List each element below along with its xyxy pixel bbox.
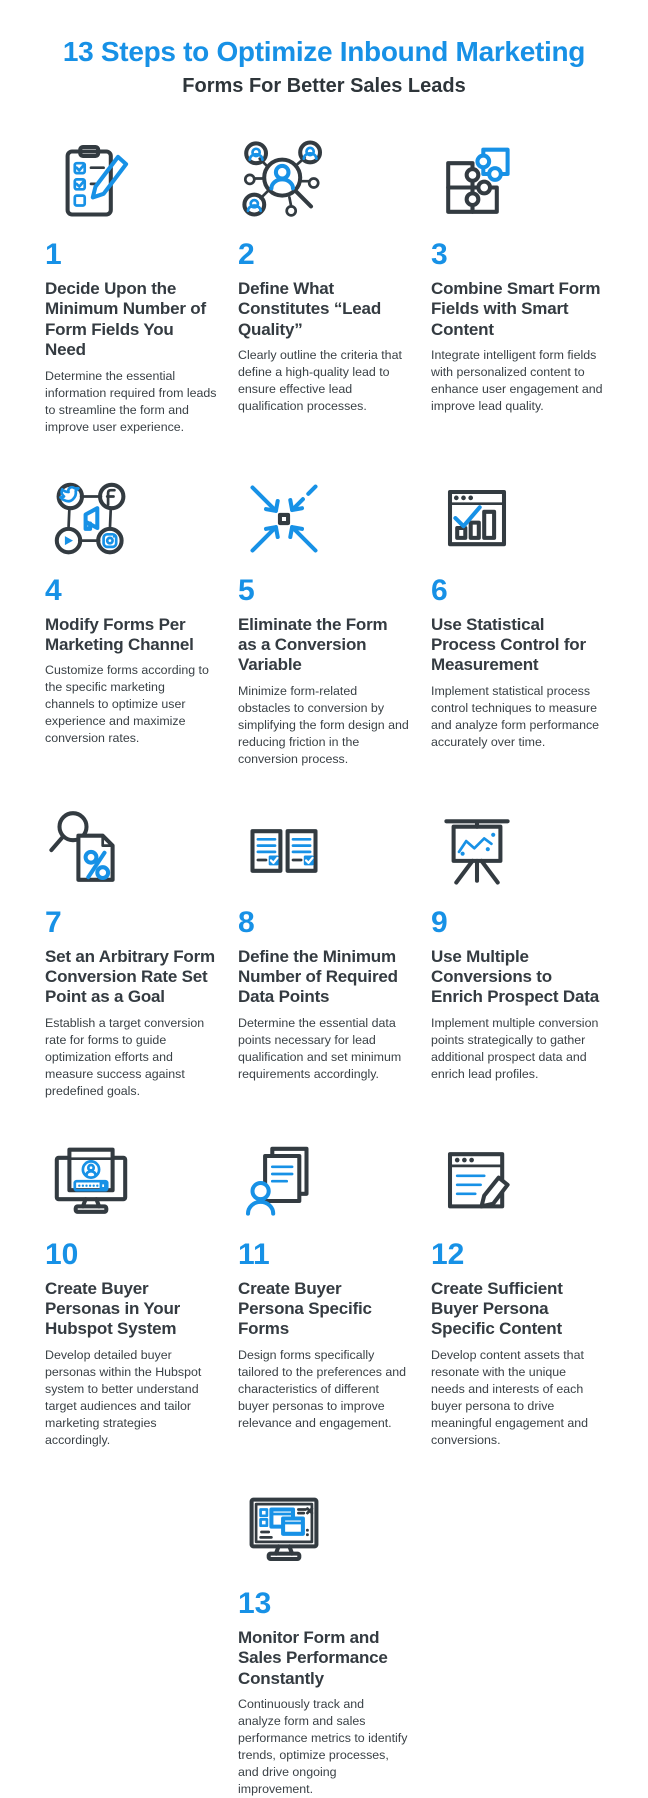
step-card-9 <box>431 806 603 1100</box>
step-title: Modify Forms Per Marketing Channel <box>45 614 194 654</box>
step-number: 8 <box>238 905 255 939</box>
step-number: 5 <box>238 573 255 607</box>
step-card-8 <box>238 806 410 1100</box>
lead-search-magnifier-icon <box>238 138 330 228</box>
monitor-dashboard-icon <box>238 1487 330 1577</box>
step-title: Monitor Form and Sales Performance Constantly <box>238 1627 388 1688</box>
step-description: Integrate intelligent form fields with personalized content to enhance user engagement and improve lead quality. <box>431 348 603 414</box>
step-number: 11 <box>238 1237 270 1271</box>
step-description: Clearly outline the criteria that define a high-quality lead to ensure effective lead qualification processes. <box>238 348 402 414</box>
step-card-6 <box>431 474 603 768</box>
step-number: 3 <box>431 238 448 271</box>
step-description: Implement multiple conversion points strategically to gather additional prospect data and enrich lead profiles. <box>431 1015 599 1081</box>
step-title: Use Statistical Process Control for Measurement <box>431 614 586 675</box>
step-card-11 <box>238 1138 410 1449</box>
step-number: 4 <box>45 573 62 607</box>
grid-spacer <box>45 1487 217 1798</box>
step-description: Design forms specifically tailored to the preferences and characteristics of different buyer personas to improve relevance and engagement. <box>238 1347 407 1430</box>
step-title: Decide Upon the Minimum Number of Form Fields You Need <box>45 279 206 360</box>
step-title: Create Sufficient Buyer Persona Specific Content <box>431 1278 563 1339</box>
step-title: Use Multiple Conversions to Enrich Prospect Data <box>431 946 599 1007</box>
step-description: Minimize form-related obstacles to conversion by simplifying the form design and reducing friction in the conversion process. <box>238 683 409 766</box>
step-description: Implement statistical process control techniques to measure and analyze form performance accurately over time. <box>431 683 600 749</box>
converging-arrows-icon <box>238 474 330 564</box>
step-number: 13 <box>238 1586 272 1620</box>
content-editing-pencil-icon <box>431 1138 523 1228</box>
page-subtitle: Forms For Better Sales Leads <box>182 75 466 97</box>
step-number: 1 <box>45 238 62 271</box>
step-card-5 <box>238 474 410 768</box>
step-card-7 <box>45 806 217 1100</box>
step-number: 10 <box>45 1237 79 1271</box>
step-description: Customize forms according to the specific marketing channels to optimize user experience and maximize conversion rates. <box>45 663 209 746</box>
step-card-13 <box>238 1487 410 1798</box>
step-title: Define What Constitutes “Lead Quality” <box>238 279 382 339</box>
step-description: Determine the essential information required from leads to streamline the form and improve user experience. <box>45 368 217 434</box>
step-description: Develop content assets that resonate with the unique needs and interests of each buyer persona to drive meaningful engagement and conversions. <box>431 1347 589 1447</box>
clipboard-checklist-pencil-icon <box>45 138 137 228</box>
step-description: Determine the essential data points necessary for lead qualification and set minimum requirements accordingly. <box>238 1015 402 1081</box>
step-title: Set an Arbitrary Form Conversion Rate Set Point as a Goal <box>45 946 215 1007</box>
step-number: 9 <box>431 905 448 939</box>
puzzle-pieces-icon <box>431 138 523 228</box>
social-channels-megaphone-icon <box>45 474 137 564</box>
page-title: 13 Steps to Optimize Inbound Marketing <box>62 36 586 67</box>
step-number: 7 <box>45 905 62 939</box>
presentation-line-chart-icon <box>431 806 523 896</box>
step-title: Combine Smart Form Fields with Smart Content <box>431 279 601 339</box>
step-card-2 <box>238 138 410 436</box>
step-card-10 <box>45 1138 217 1449</box>
step-title: Create Buyer Persona Specific Forms <box>238 1278 372 1339</box>
step-card-1 <box>45 138 217 436</box>
monitor-login-persona-icon <box>45 1138 137 1228</box>
step-title: Eliminate the Form as a Conversion Variable <box>238 614 388 675</box>
steps-grid <box>0 138 648 1798</box>
step-description: Develop detailed buyer personas within the Hubspot system to better understand target audiences and tailor marketing strategies accordingly. <box>45 1347 202 1447</box>
step-card-12 <box>431 1138 603 1449</box>
step-card-3 <box>431 138 603 436</box>
step-number: 12 <box>431 1237 465 1271</box>
step-title: Create Buyer Personas in Your Hubspot System <box>45 1278 181 1339</box>
two-checked-documents-icon <box>238 806 330 896</box>
step-card-4 <box>45 474 217 768</box>
spc-chart-checkmark-icon <box>431 474 523 564</box>
persona-documents-icon <box>238 1138 330 1228</box>
step-title: Define the Minimum Number of Required Data Points <box>238 946 398 1007</box>
magnifier-percent-document-icon <box>45 806 137 896</box>
step-description: Continuously track and analyze form and sales performance metrics to identify trends, optimize processes, and drive ongoing improvement. <box>238 1696 408 1796</box>
step-number: 6 <box>431 573 448 607</box>
step-number: 2 <box>238 238 255 271</box>
step-description: Establish a target conversion rate for forms to guide optimization efforts and measure success against predefined goals. <box>45 1015 205 1098</box>
